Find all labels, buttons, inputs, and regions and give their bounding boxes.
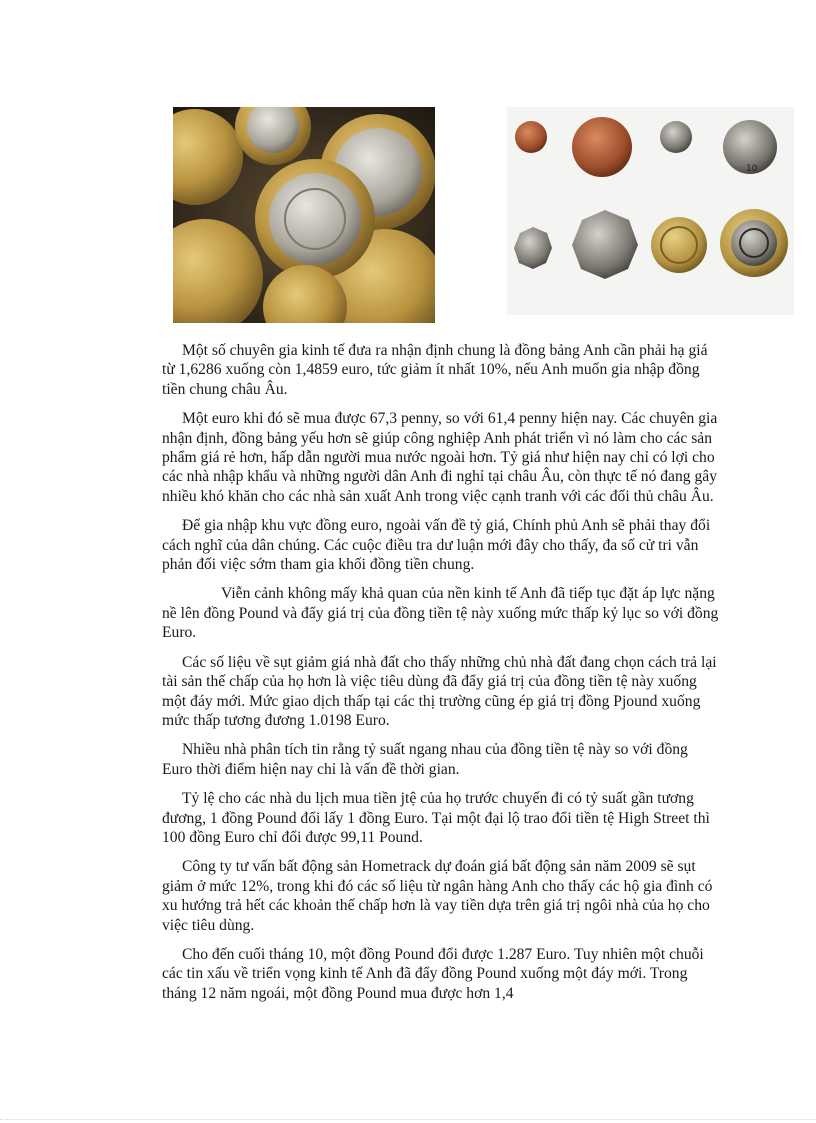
paragraph-2: Một euro khi đó sẽ mua được 67,3 penny, so với 61,4 penny hiện nay. Các chuyên gia nhận định, đồng bảng yếu hơn sẽ giúp công nghiệp Anh phát triển vì nó làm cho các sản phẩm giá rẻ hơn, hấp dẫn người mua nước ngoài hơn. Tỷ giá như hiện nay chỉ có lợi cho các nhà nhập khẩu và những người dân Anh đi nghỉ tại châu Âu, còn thực tế nó đang gây nhiều khó khăn cho các nhà sản xuất Anh trong việc cạnh tranh với các đối thủ châu Âu. [162, 410, 718, 505]
paragraph-1: Một số chuyên gia kinh tế đưa ra nhận định chung là đồng bảng Anh cần phải hạ giá từ 1,6286 xuống còn 1,4859 euro, tức giảm ít nhất 10%, nếu Anh muốn gia nhập đồng tiền chung châu Âu. [162, 342, 708, 398]
page-bottom-divider [0, 1119, 816, 1120]
paragraph-6: Nhiều nhà phân tích tin rằng tỷ suất ngang nhau của đồng tiền tệ này so với đồng Euro thời điểm hiện nay chỉ là vấn đề thời gian. [162, 741, 688, 778]
paragraph-9: Cho đến cuối tháng 10, một đồng Pound đổi được 1.287 Euro. Tuy nhiên một chuỗi các tin xấu về triển vọng kinh tế Anh đã đẩy đồng Pound xuống một đáy mới. Trong tháng 12 năm ngoái, một đồng Pound mua được hơn 1,4 [162, 945, 704, 1002]
euro-coins-photo [173, 107, 435, 323]
paragraph-3: Để gia nhập khu vực đồng euro, ngoài vấn đề tỷ giá, Chính phủ Anh sẽ phải thay đổi cách nghĩ của dân chúng. Các cuộc điều tra dư luận mới đây cho thấy, đa số cử tri vẫn phản đối việc sớm tham gia khối đồng tiền chung. [162, 517, 711, 574]
coin-label-10: 10 [746, 164, 758, 174]
paragraph-5: Các số liệu về sụt giảm giá nhà đất cho thấy những chủ nhà đất đang chọn cách trả lại tài sản thế chấp của họ hơn là việc tiêu dùng đã đẩy giá trị của đồng tiền tệ này xuống một đáy mới. Mức giao dịch thấp tại các thị trường cũng ép giá trị đồng Pjound xuống mức thấp tương đương 1.0198 Euro. [162, 653, 717, 729]
uk-coins-photo [507, 107, 794, 315]
article-body [162, 341, 719, 1003]
paragraph-7: Tỷ lệ cho các nhà du lịch mua tiền jtệ của họ trước chuyến đi có tỷ suất gần tương đương, 1 đồng Pound đổi lấy 1 đồng Euro. Tại một đại lộ trao đổi tiền tệ High Street thì 100 đồng Euro chỉ đổi được 99,11 Pound. [162, 790, 710, 846]
paragraph-4: Viễn cảnh không mấy khả quan của nền kinh tế Anh đã tiếp tục đặt áp lực nặng nề lên đồng Pound và đẩy giá trị của đồng tiền tệ này xuống mức thấp kỷ lục so với đồng Euro. [162, 585, 719, 642]
paragraph-8: Công ty tư vấn bất động sản Hometrack dự đoán giá bất động sản năm 2009 sẽ sụt giảm ở mức 12%, trong khi đó các số liệu từ ngân hàng Anh cho thấy các hộ gia đình có xu hướng trả hết các khoản thế chấp hơn là vay tiền dựa trên giá trị ngôi nhà của họ cho việc tiêu dùng. [162, 858, 713, 934]
